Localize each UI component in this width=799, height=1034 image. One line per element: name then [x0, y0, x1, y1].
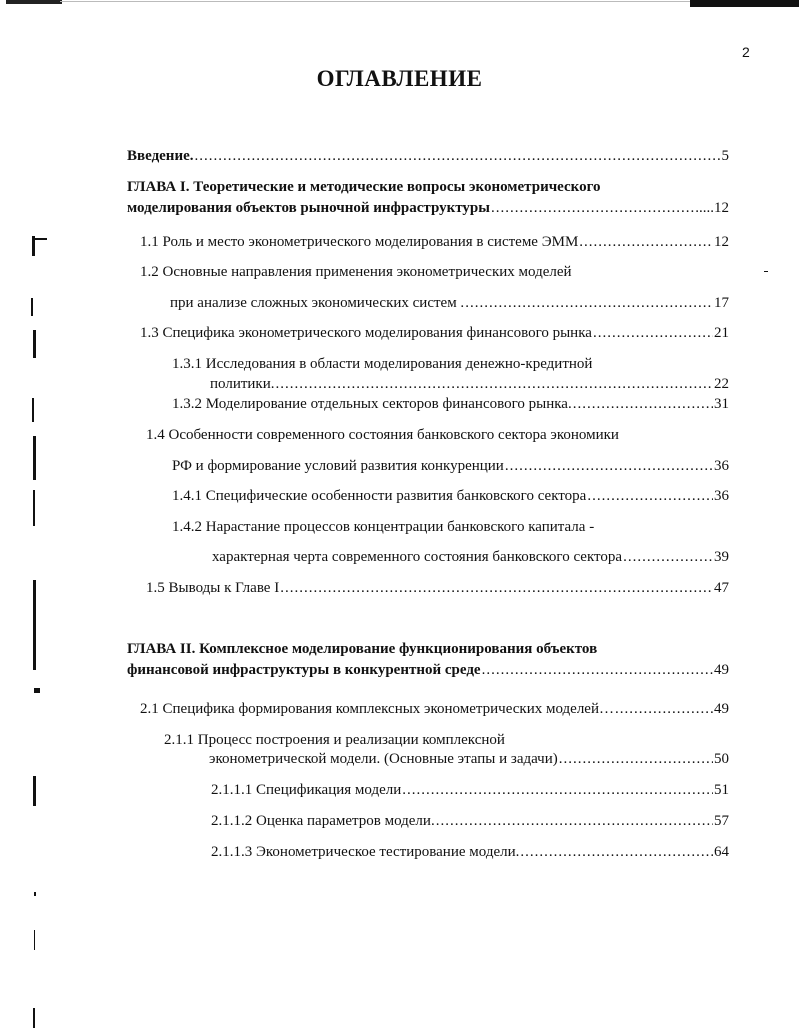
leader-dots: [491, 199, 698, 217]
toc-entry-label: 1.4.1 Специфические особенности развития банковского сектора: [172, 488, 587, 504]
toc-entry-label: 1.5 Выводы к Главе I: [146, 580, 280, 596]
toc-entry-page: 5: [721, 148, 729, 164]
toc-entry-label: при анализе сложных экономических систем .: [170, 295, 465, 311]
leader-dots: [280, 579, 713, 597]
toc-entry-page: 57: [714, 813, 729, 829]
toc-entry-label: характерная черта современного состояния банковского сектора: [212, 549, 623, 565]
scan-artifact: [33, 1008, 35, 1028]
page-title: ОГЛАВЛЕНИЕ: [316, 66, 483, 91]
toc-chapter-1-title[interactable]: ГЛАВА I. Теоретические и методические вопросы эконометрического: [127, 179, 601, 195]
toc-entry-label: 1.3.2 Моделирование отдельных секторов финансового рынка.: [172, 396, 572, 412]
toc-entry-page: 64: [714, 844, 729, 860]
toc-entry-1-4-2-title[interactable]: 1.4.2 Нарастание процессов концентрации банковского капитала -: [172, 519, 595, 535]
toc-entry-page: 39: [714, 549, 729, 565]
toc-entry-page: 49: [714, 662, 729, 678]
leader-dots: [559, 750, 713, 768]
leader-dots: [402, 781, 713, 799]
leader-dots: [623, 548, 713, 566]
toc-entry-page: 12: [714, 234, 729, 250]
toc-entry-label: 2.1.1.1 Спецификация модели: [211, 782, 402, 798]
toc-entry-2-1-1-1[interactable]: [211, 781, 729, 799]
leader-dots: [195, 147, 721, 165]
toc-entry-1-3[interactable]: [140, 324, 729, 342]
scan-artifact: [33, 436, 36, 480]
toc-entry-1-2-title[interactable]: 1.2 Основные направления применения эконометрических моделей: [140, 264, 572, 280]
toc-entry-page: 36: [714, 458, 729, 474]
toc-entry-page: 17: [714, 295, 729, 311]
scan-artifact: [34, 930, 35, 950]
toc-entry-page: 21: [714, 325, 729, 341]
toc-entry-label: 1.3 Специфика эконометрического моделирования финансового рынка: [140, 325, 592, 341]
toc-entry-label: 2.1.1.3 Эконометрическое тестирование модели.: [211, 844, 520, 860]
scan-artifact: [34, 688, 40, 693]
toc-entry-page: ....12: [699, 200, 729, 216]
scan-artifact: [32, 398, 34, 422]
toc-entry-2-1-1[interactable]: [209, 750, 729, 768]
leader-dots: [505, 457, 713, 475]
toc-chapter-1[interactable]: [127, 199, 729, 217]
toc-entry-label: РФ и формирование условий развития конкуренции: [172, 458, 504, 474]
toc-entry-intro[interactable]: [127, 147, 729, 165]
toc-entry-1-4[interactable]: [172, 457, 729, 475]
toc-entry-label: 1.1 Роль и место эконометрического моделирования в системе ЭММ: [140, 234, 579, 250]
toc-entry-label: моделирования объектов рыночной инфраструктуры: [127, 200, 490, 216]
scan-artifact: [690, 0, 799, 7]
toc-entry-1-3-1-title[interactable]: 1.3.1 Исследования в области моделирования денежно-кредитной: [172, 356, 593, 372]
toc-entry-2-1-1-3[interactable]: [211, 843, 729, 861]
leader-dots: [482, 661, 713, 679]
scan-artifact: [35, 238, 47, 240]
leader-dots: [615, 700, 713, 718]
leader-dots: [593, 324, 713, 342]
toc-entry-page: 49: [714, 701, 729, 717]
leader-dots: [579, 233, 713, 251]
toc-entry-1-1[interactable]: [140, 233, 729, 251]
toc-entry-label: финансовой инфраструктуры в конкурентной среде: [127, 662, 481, 678]
leader-dots: [436, 812, 713, 830]
scan-artifact: [34, 892, 36, 896]
toc-entry-1-4-2[interactable]: [212, 548, 729, 566]
scan-artifact: [31, 298, 33, 316]
toc-entry-1-4-1[interactable]: [172, 487, 729, 505]
toc-entry-label: 2.1.1.2 Оценка параметров модели.: [211, 813, 435, 829]
scan-artifact: [33, 330, 36, 358]
scan-artifact: [764, 271, 768, 272]
toc-entry-label: 2.1 Специфика формирования комплексных эконометрических моделей…: [140, 701, 614, 717]
toc-entry-page: 31: [714, 396, 729, 412]
toc-entry-page: 22: [714, 376, 729, 392]
toc-entry-page: 50: [714, 751, 729, 767]
toc-chapter-2[interactable]: [127, 661, 729, 679]
leader-dots: [587, 487, 713, 505]
toc-entry-2-1[interactable]: [140, 700, 729, 718]
scan-artifact: [60, 1, 692, 2]
page-number: 2: [742, 44, 750, 60]
toc-entry-label: эконометрической модели. (Основные этапы и задачи): [209, 751, 558, 767]
toc-entry-1-2[interactable]: [170, 294, 729, 312]
scan-artifact: [6, 0, 62, 4]
toc-entry-2-1-1-2[interactable]: [211, 812, 729, 830]
scan-top-edge: [0, 0, 799, 8]
toc-entry-label: политики.: [210, 376, 275, 392]
toc-entry-1-3-1[interactable]: [210, 375, 729, 393]
leader-dots: [465, 294, 713, 312]
toc-chapter-2-title[interactable]: ГЛАВА II. Комплексное моделирование функционирования объектов: [127, 641, 598, 657]
scan-artifact: [33, 776, 36, 806]
scan-artifact: [33, 490, 35, 526]
leader-dots: [276, 375, 714, 393]
toc-entry-page: 51: [714, 782, 729, 798]
toc-entry-1-4-title[interactable]: 1.4 Особенности современного состояния банковского сектора экономики: [146, 427, 619, 443]
toc-entry-label: Введение.: [127, 148, 194, 164]
toc-entry-1-5[interactable]: [146, 579, 729, 597]
toc-entry-1-3-2[interactable]: [172, 395, 729, 413]
leader-dots: [520, 843, 713, 861]
toc-entry-2-1-1-title[interactable]: 2.1.1 Процесс построения и реализации комплексной: [164, 732, 505, 748]
leader-dots: [573, 395, 713, 413]
toc-entry-page: 36: [714, 488, 729, 504]
scan-artifact: [33, 580, 36, 670]
toc-entry-page: 47: [714, 580, 729, 596]
